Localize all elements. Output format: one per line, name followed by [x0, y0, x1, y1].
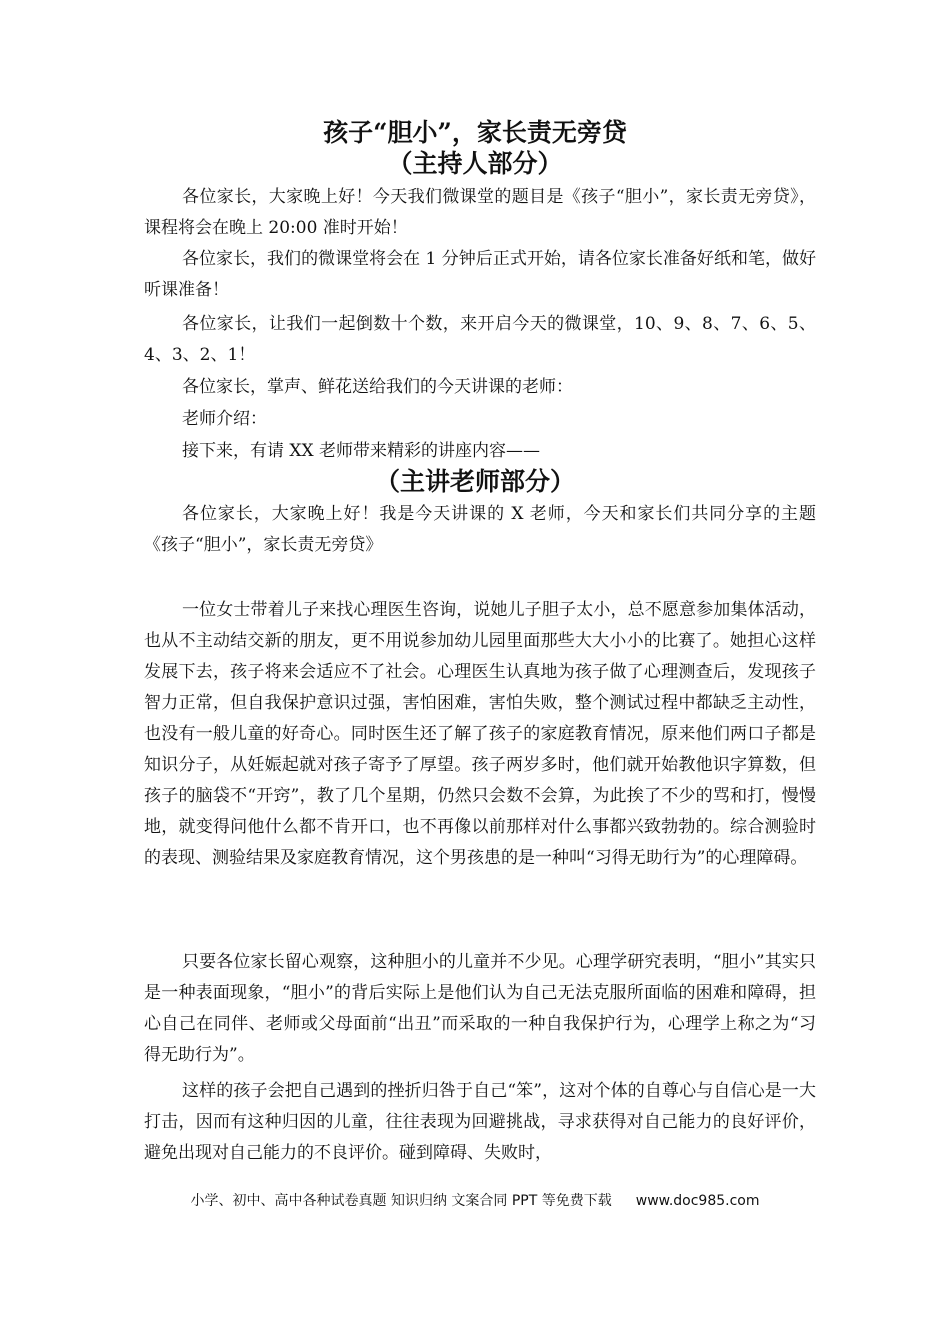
footer-text: 小学、初中、高中各种试卷真题 知识归纳 文案合同 PPT 等免费下载 — [190, 1193, 612, 1209]
paragraph: 各位家长，大家晚上好！我是今天讲课的 X 老师，今天和家长们共同分享的主题《孩子“胆小”，家长责无旁贷》 — [144, 504, 816, 555]
paragraph: 接下来，有请 XX 老师带来精彩的讲座内容—— — [182, 441, 541, 461]
paragraph: 各位家长，我们的微课堂将会在 1 分钟后正式开始，请各位家长准备好纸和笔，做好听课准备！ — [144, 249, 816, 300]
paragraph: 一位女士带着儿子来找心理医生咨询，说她儿子胆子太小，总不愿意参加集体活动，也从不主动结交新的朋友，更不用说参加幼儿园里面那些大大小小的比赛了。她担心这样发展下去，孩子将来会适应不了社会。心理医生认真地为孩子做了心理测查后，发现孩子智力正常，但自我保护意识过强，害怕困难，害怕失败，整个测试过程中都缺乏主动性，也没有一般儿童的好奇心。同时医生还了解了孩子的家庭教育情况，原来他们两口子都是知识分子，从妊娠起就对孩子寄予了厚望。孩子两岁多时，他们就开始教他识字算数，但孩子的脑袋不“开窍”，教了几个星期，仍然只会数不会算，为此挨了不少的骂和打，慢慢地，就变得问他什么都不肯开口，也不再像以前那样对什么事都兴致勃勃的。综合测验时的表现、测验结果及家庭教育情况，这个男孩患的是一种叫“习得无助行为”的心理障碍。 — [144, 600, 816, 868]
section-heading-teacher: （主讲老师部分） — [374, 467, 575, 496]
paragraph: 只要各位家长留心观察，这种胆小的儿童并不少见。心理学研究表明，“胆小”其实只是一种表面现象，“胆小”的背后实际上是他们认为自己无法克服所面临的困难和障碍，担心自己在同伴、老师或父母面前“出丑”而采取的一种自我保护行为，心理学上称之为“习得无助行为”。 — [144, 952, 816, 1065]
paragraph: 老师介绍： — [182, 409, 267, 429]
page-footer — [0, 1190, 950, 1212]
section-heading-host: （主持人部分） — [387, 149, 563, 178]
document-title: 孩子“胆小”，家长责无旁贷 — [323, 118, 627, 147]
paragraph: 各位家长，掌声、鲜花送给我们的今天讲课的老师： — [182, 377, 573, 397]
paragraph: 这样的孩子会把自己遇到的挫折归咎于自己“笨”，这对个体的自尊心与自信心是一大打击，因而有这种归因的儿童，往往表现为回避挑战，寻求获得对自己能力的良好评价，避免出现对自己能力的不良评价。碰到障碍、失败时， — [144, 1081, 816, 1163]
paragraph: 各位家长，大家晚上好！今天我们微课堂的题目是《孩子“胆小”，家长责无旁贷》，课程将会在晚上 20:00 准时开始！ — [144, 187, 816, 238]
paragraph: 各位家长，让我们一起倒数十个数，来开启今天的微课堂，10、9、8、7、6、5、4、3、2、1！ — [144, 314, 816, 365]
footer-site-link[interactable]: www.doc985.com — [635, 1193, 760, 1209]
